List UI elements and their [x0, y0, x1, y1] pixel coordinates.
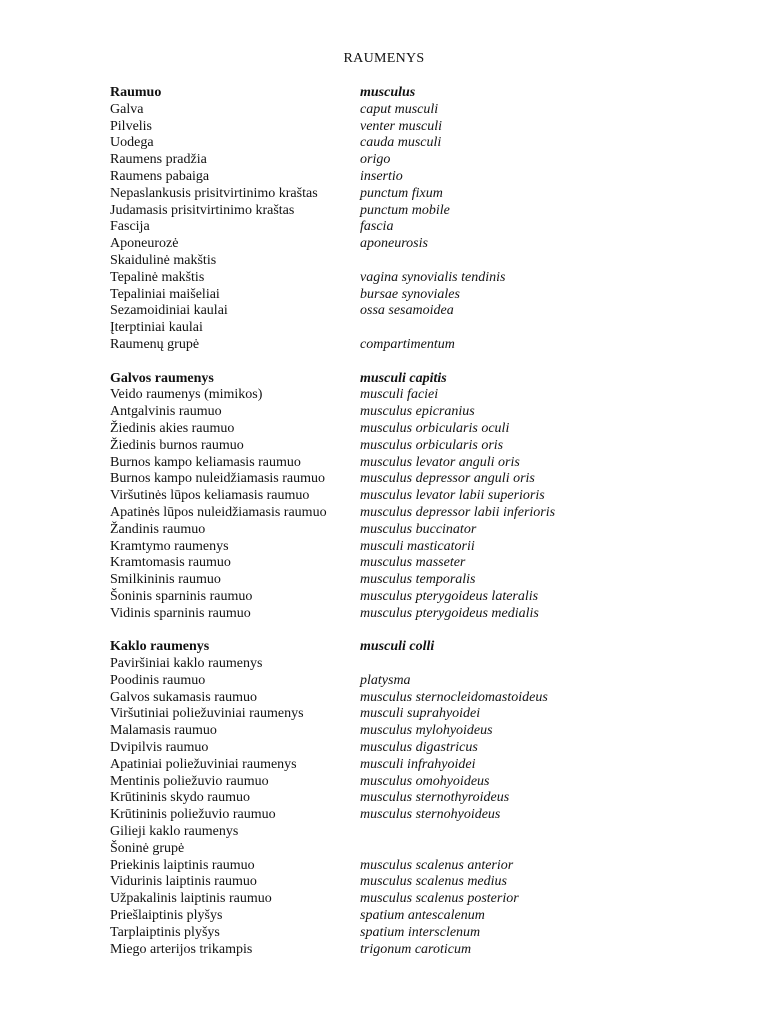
term-section: [110, 639, 670, 958]
term-lithuanian: Skaidulinė makštis: [110, 252, 217, 268]
term-lithuanian: Apatiniai poliežuviniai raumenys: [110, 756, 297, 772]
term-latin: musculi suprahyoidei: [360, 706, 481, 722]
term-latin: musculus pterygoideus medialis: [360, 605, 539, 621]
term-row: [110, 942, 670, 959]
term-row: [110, 186, 670, 203]
term-latin: bursae synoviales: [360, 286, 460, 302]
term-row: [110, 287, 670, 304]
term-lithuanian: Malamasis raumuo: [110, 723, 217, 739]
term-lithuanian: Žiedinis burnos raumuo: [110, 437, 244, 453]
term-row: [110, 404, 670, 421]
term-lithuanian: Žandinis raumuo: [110, 521, 206, 537]
term-latin: musculus digastricus: [360, 740, 478, 756]
term-section: [110, 85, 670, 354]
section-heading-lithuanian: Kaklo raumenys: [110, 639, 210, 655]
term-row: [110, 337, 670, 354]
section-heading-latin: musculi capitis: [360, 370, 447, 386]
term-row: [110, 656, 670, 673]
term-row: [110, 505, 670, 522]
term-latin: musculus sternocleidomastoideus: [360, 689, 548, 705]
term-latin: musculus scalenus medius: [360, 874, 507, 890]
term-lithuanian: Šoninė grupė: [110, 840, 185, 856]
term-lithuanian: Įterptiniai kaulai: [110, 320, 203, 336]
term-row: [110, 539, 670, 556]
term-row: [110, 690, 670, 707]
term-latin: musculus epicranius: [360, 404, 475, 420]
term-lithuanian: Raumenų grupė: [110, 336, 200, 352]
term-row: [110, 438, 670, 455]
term-lithuanian: Kramtymo raumenys: [110, 538, 229, 554]
term-lithuanian: Miego arterijos trikampis: [110, 941, 253, 957]
term-row: [110, 555, 670, 572]
term-latin: musculus levator labii superioris: [360, 488, 545, 504]
term-row: [110, 606, 670, 623]
term-lithuanian: Priešlaiptinis plyšys: [110, 908, 223, 924]
term-latin: musculus levator anguli oris: [360, 454, 520, 470]
term-latin: [360, 824, 670, 841]
term-lithuanian: Veido raumenys (mimikos): [110, 387, 263, 403]
term-row: [110, 723, 670, 740]
term-latin: musculus omohyoideus: [360, 773, 490, 789]
terms-list: [110, 85, 670, 975]
term-lithuanian: Galva: [110, 101, 144, 117]
term-lithuanian: Tarplaiptinis plyšys: [110, 924, 220, 940]
term-row: [110, 303, 670, 320]
term-latin: fascia: [360, 219, 394, 235]
term-latin: musculus mylohyoideus: [360, 723, 493, 739]
term-latin: vagina synovialis tendinis: [360, 269, 506, 285]
term-row: [110, 589, 670, 606]
term-row: [110, 270, 670, 287]
term-latin: [360, 841, 670, 858]
term-latin: musculus scalenus posterior: [360, 891, 519, 907]
term-latin: musculus masseter: [360, 555, 466, 571]
term-latin: trigonum caroticum: [360, 941, 472, 957]
term-lithuanian: Kramtomasis raumuo: [110, 555, 231, 571]
term-latin: musculus buccinator: [360, 521, 477, 537]
term-latin: cauda musculi: [360, 135, 442, 151]
term-lithuanian: Priekinis laiptinis raumuo: [110, 857, 255, 873]
term-row: [110, 169, 670, 186]
term-section: [110, 371, 670, 623]
term-lithuanian: Užpakalinis laiptinis raumuo: [110, 891, 272, 907]
term-row: [110, 236, 670, 253]
term-row: [110, 522, 670, 539]
term-lithuanian: Vidinis sparninis raumuo: [110, 605, 251, 621]
term-row: [110, 471, 670, 488]
term-lithuanian: Vidurinis laiptinis raumuo: [110, 874, 257, 890]
term-lithuanian: Tepalinė makštis: [110, 269, 205, 285]
term-lithuanian: Paviršiniai kaklo raumenys: [110, 656, 263, 672]
term-lithuanian: Viršutinės lūpos keliamasis raumuo: [110, 488, 310, 504]
section-heading-lithuanian: Galvos raumenys: [110, 370, 214, 386]
term-row: [110, 841, 670, 858]
term-lithuanian: Krūtininis poliežuvio raumuo: [110, 807, 276, 823]
term-row: [110, 203, 670, 220]
section-heading: [110, 85, 670, 102]
term-row: [110, 455, 670, 472]
term-row: [110, 757, 670, 774]
term-row: [110, 488, 670, 505]
term-latin: [360, 320, 670, 337]
term-lithuanian: Žiedinis akies raumuo: [110, 420, 235, 436]
term-latin: musculus depressor labii inferioris: [360, 504, 556, 520]
term-lithuanian: Dvipilvis raumuo: [110, 740, 209, 756]
term-lithuanian: Fascija: [110, 219, 150, 235]
term-lithuanian: Galvos sukamasis raumuo: [110, 689, 257, 705]
term-latin: musculus temporalis: [360, 572, 476, 588]
term-row: [110, 925, 670, 942]
term-row: [110, 858, 670, 875]
term-latin: venter musculi: [360, 118, 443, 134]
term-row: [110, 102, 670, 119]
term-latin: aponeurosis: [360, 236, 428, 252]
term-latin: musculi infrahyoidei: [360, 756, 476, 772]
term-row: [110, 253, 670, 270]
term-latin: spatium intersclenum: [360, 924, 481, 940]
term-lithuanian: Aponeurozė: [110, 236, 179, 252]
section-heading-lithuanian: Raumuo: [110, 85, 162, 100]
term-lithuanian: Judamasis prisitvirtinimo kraštas: [110, 202, 295, 218]
term-lithuanian: Smilkininis raumuo: [110, 572, 221, 588]
term-row: [110, 790, 670, 807]
term-lithuanian: Raumens pabaiga: [110, 168, 210, 184]
term-row: [110, 152, 670, 169]
term-row: [110, 740, 670, 757]
term-row: [110, 673, 670, 690]
term-latin: musculus orbicularis oculi: [360, 420, 510, 436]
term-latin: caput musculi: [360, 101, 439, 117]
term-row: [110, 387, 670, 404]
term-latin: [360, 253, 670, 270]
term-row: [110, 824, 670, 841]
term-lithuanian: Pilvelis: [110, 118, 153, 134]
term-row: [110, 706, 670, 723]
term-latin: musculi masticatorii: [360, 538, 475, 554]
term-lithuanian: Tepaliniai maišeliai: [110, 286, 220, 302]
term-latin: ossa sesamoidea: [360, 303, 454, 319]
term-latin: musculus pterygoideus lateralis: [360, 588, 539, 604]
term-row: [110, 572, 670, 589]
term-row: [110, 807, 670, 824]
term-row: [110, 135, 670, 152]
term-lithuanian: Viršutiniai poliežuviniai raumenys: [110, 706, 304, 722]
term-row: [110, 908, 670, 925]
term-latin: musculus sternohyoideus: [360, 807, 501, 823]
term-row: [110, 891, 670, 908]
term-row: [110, 421, 670, 438]
term-lithuanian: Sezamoidiniai kaulai: [110, 303, 228, 319]
term-lithuanian: Gilieji kaklo raumenys: [110, 824, 239, 840]
section-heading-latin: musculi colli: [360, 639, 435, 655]
term-lithuanian: Raumens pradžia: [110, 152, 207, 168]
section-heading: [110, 639, 670, 656]
term-latin: compartimentum: [360, 336, 455, 352]
term-latin: musculus depressor anguli oris: [360, 471, 535, 487]
term-lithuanian: Mentinis poliežuvio raumuo: [110, 773, 269, 789]
term-latin: musculus orbicularis oris: [360, 437, 504, 453]
term-latin: spatium antescalenum: [360, 908, 485, 924]
term-lithuanian: Apatinės lūpos nuleidžiamasis raumuo: [110, 504, 327, 520]
term-row: [110, 320, 670, 337]
term-latin: [360, 656, 670, 673]
term-lithuanian: Nepaslankusis prisitvirtinimo kraštas: [110, 185, 318, 201]
term-latin: musculus sternothyroideus: [360, 790, 510, 806]
term-lithuanian: Uodega: [110, 135, 154, 151]
page-title: RAUMENYS: [343, 51, 425, 66]
term-latin: punctum mobile: [360, 202, 450, 218]
term-row: [110, 774, 670, 791]
term-lithuanian: Burnos kampo nuleidžiamasis raumuo: [110, 471, 326, 487]
term-lithuanian: Antgalvinis raumuo: [110, 404, 222, 420]
term-lithuanian: Šoninis sparninis raumuo: [110, 588, 253, 604]
term-row: [110, 219, 670, 236]
term-lithuanian: Krūtininis skydo raumuo: [110, 790, 250, 806]
term-row: [110, 119, 670, 136]
term-latin: musculi faciei: [360, 387, 439, 403]
section-heading: [110, 371, 670, 388]
term-lithuanian: Burnos kampo keliamasis raumuo: [110, 454, 301, 470]
term-lithuanian: Poodinis raumuo: [110, 672, 206, 688]
section-heading-latin: musculus: [360, 85, 416, 100]
term-latin: punctum fixum: [360, 185, 443, 201]
term-latin: musculus scalenus anterior: [360, 857, 514, 873]
term-latin: insertio: [360, 168, 403, 184]
term-latin: platysma: [360, 672, 411, 688]
term-row: [110, 874, 670, 891]
term-latin: origo: [360, 152, 391, 168]
